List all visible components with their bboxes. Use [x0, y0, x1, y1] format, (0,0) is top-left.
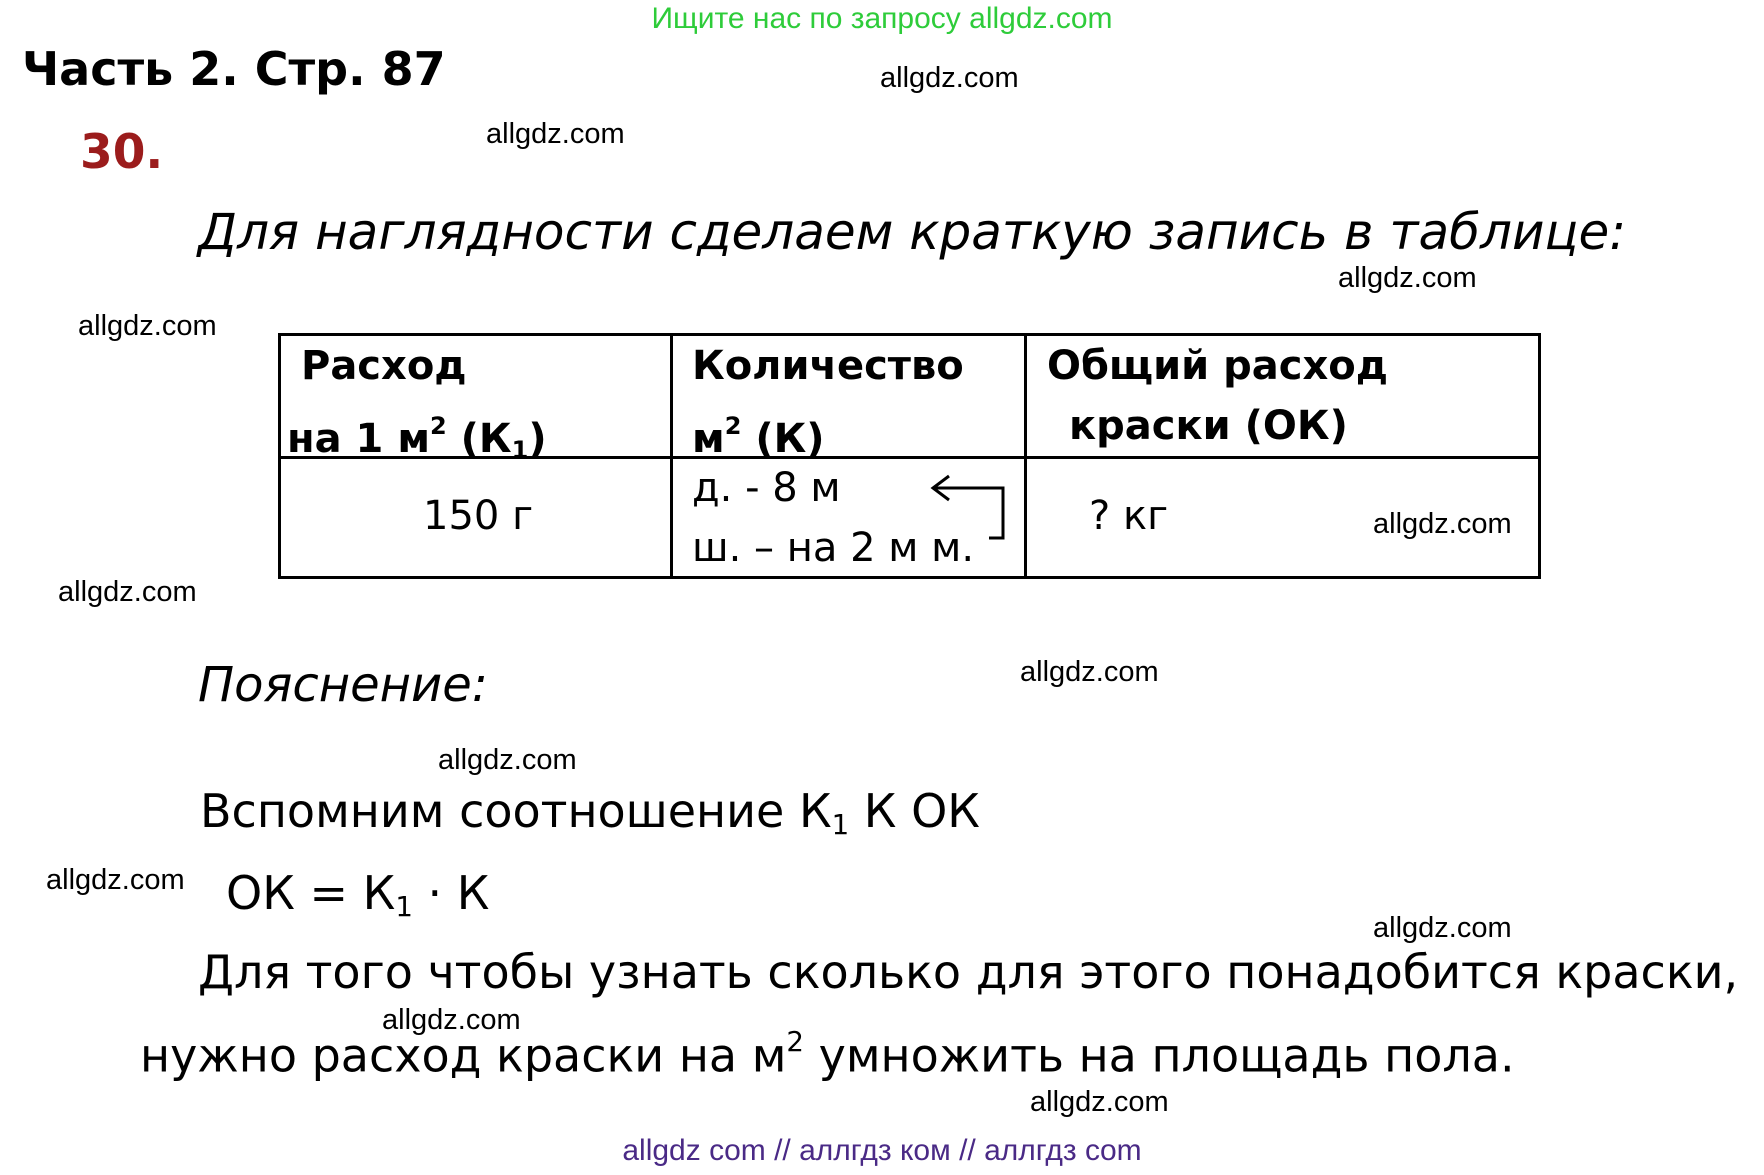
- header-text: ): [528, 416, 547, 462]
- watermark: allgdz.com: [880, 62, 1019, 94]
- header-total-paint: [1047, 336, 1388, 456]
- superscript: 2: [786, 1025, 804, 1058]
- subscript: 1: [511, 436, 529, 464]
- header-total-line1: Общий расход: [1047, 343, 1389, 389]
- page-header: Часть 2. Стр. 87: [22, 42, 446, 96]
- watermark: allgdz.com: [58, 576, 197, 608]
- cell-length: д. - 8 м: [692, 465, 841, 511]
- cell-consumption-value: 150 г: [423, 493, 534, 539]
- bottom-links[interactable]: allgdz com // аллгдз ком // аллгдз com: [622, 1134, 1142, 1167]
- formula-text: · К: [412, 866, 490, 920]
- watermark: allgdz.com: [1373, 912, 1512, 944]
- header-text: (К: [446, 416, 512, 462]
- watermark: allgdz.com: [78, 310, 217, 342]
- header-consumption: [287, 336, 547, 480]
- header-consumption-line1: Расход: [301, 343, 467, 389]
- top-banner: Ищите нас по запросу allgdz.com: [651, 2, 1113, 35]
- header-total-line2: краски (ОК): [1069, 403, 1348, 449]
- paragraph-text: нужно расход краски на м: [140, 1028, 787, 1083]
- header-quantity-line1: Количество: [692, 343, 964, 389]
- recall-text: К ОК: [849, 784, 980, 838]
- recall-text: Вспомним соотношение К: [200, 784, 832, 838]
- paragraph-text: умножить на площадь пола.: [803, 1028, 1515, 1083]
- summary-table: [278, 333, 1541, 579]
- paragraph-line-1: Для того чтобы узнать сколько для этого понадобится краски,: [198, 945, 1739, 999]
- superscript: 2: [430, 412, 447, 440]
- bracket-arrow-icon: [921, 470, 1011, 550]
- watermark: allgdz.com: [486, 118, 625, 150]
- watermark: allgdz.com: [438, 744, 577, 776]
- recall-relation: [200, 784, 980, 841]
- superscript: 2: [724, 412, 742, 440]
- formula-text: ОК = К: [226, 866, 396, 920]
- watermark: allgdz.com: [382, 1004, 521, 1036]
- subscript: 1: [395, 889, 413, 923]
- watermark: allgdz.com: [1373, 508, 1512, 540]
- watermark: allgdz.com: [1338, 262, 1477, 294]
- header-text: на 1 м: [287, 416, 431, 462]
- watermark: allgdz.com: [1030, 1086, 1169, 1118]
- cell-width: ш. – на 2 м м.: [692, 525, 975, 571]
- subscript: 1: [831, 807, 850, 841]
- formula: [226, 866, 489, 923]
- header-text: (К): [741, 416, 825, 462]
- watermark: allgdz.com: [1020, 656, 1159, 688]
- header-text: м: [692, 416, 725, 462]
- header-quantity: [692, 336, 964, 469]
- paragraph-line-2: [140, 1025, 1515, 1083]
- cell-total-value: ? кг: [1089, 493, 1169, 539]
- task-number: 30.: [80, 125, 164, 180]
- header-consumption-line2: [287, 396, 547, 480]
- explanation-title: Пояснение:: [198, 657, 488, 713]
- watermark: allgdz.com: [46, 864, 185, 896]
- intro-text: Для наглядности сделаем краткую запись в таблице:: [198, 203, 1627, 261]
